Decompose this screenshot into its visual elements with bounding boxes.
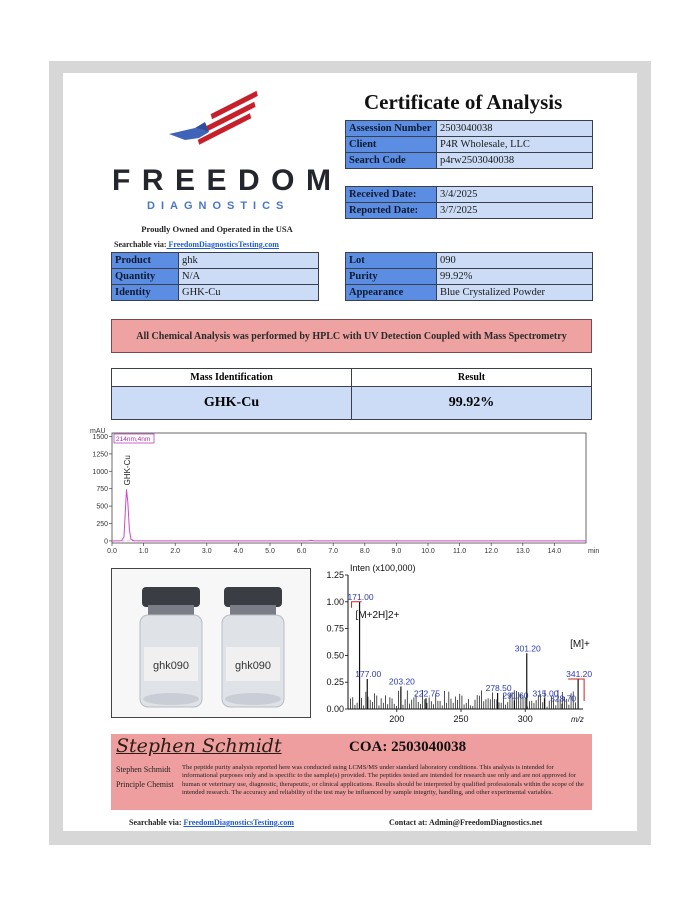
reported-date-value: 3/7/2025 — [437, 203, 593, 219]
vial-photo — [111, 568, 311, 718]
chrom-y-tick-label: 0 — [104, 538, 108, 546]
chrom-x-tick-label: 5.0 — [265, 548, 275, 555]
footer-searchable-label: Searchable via: — [129, 818, 182, 827]
table-row — [346, 153, 593, 169]
table-row — [346, 203, 593, 219]
mass-value: GHK-Cu — [112, 387, 352, 419]
ms-ylabel: Inten (x100,000) — [350, 563, 416, 573]
ms-peak-label: 177.00 — [355, 668, 382, 679]
brand-wordmark: FREEDOM — [112, 164, 343, 197]
searchable-line — [114, 240, 279, 249]
client-value: P4R Wholesale, LLC — [437, 137, 593, 153]
ms-peak-label: 328.70 — [550, 693, 577, 704]
ms-x-tick-label: 200 — [389, 714, 405, 724]
result-value: 99.92% — [448, 395, 495, 410]
ms-x-tick-label: 300 — [517, 714, 533, 724]
flag-eagle-logo — [165, 92, 260, 154]
chrom-x-tick-label: 11.0 — [453, 548, 467, 555]
table-row — [112, 387, 591, 419]
chemist-title: Principle Chemist — [116, 780, 174, 789]
hplc-chromatogram — [86, 425, 600, 560]
accession-key: Assession Number — [346, 121, 437, 137]
product-table — [111, 252, 319, 301]
appearance-key: Appearance — [346, 285, 437, 301]
table-row — [346, 285, 593, 301]
chrom-x-tick-label: 4.0 — [233, 548, 244, 555]
ms-y-tick-label: 0.00 — [326, 704, 344, 714]
chrom-plot-frame — [112, 433, 586, 543]
mass-identification-table — [111, 368, 592, 420]
search-code-value: p4rw2503040038 — [437, 153, 593, 169]
chrom-x-tick-label: 1.0 — [138, 548, 149, 555]
signature: Stephen Schmidt — [116, 735, 282, 757]
searchable-link[interactable]: FreedomDiagnosticsTesting.com — [166, 240, 279, 249]
mass-header: Mass Identification — [112, 369, 352, 386]
received-date-key: Received Date: — [346, 187, 437, 203]
chrom-peak-label: GHK-Cu — [122, 455, 132, 486]
chrom-x-tick-label: 0.0 — [107, 548, 117, 555]
ms-x-tick-label: 250 — [453, 714, 469, 724]
mass-spectrum — [318, 563, 593, 723]
table-row — [346, 187, 593, 203]
identity-key: Identity — [112, 285, 179, 301]
vial-right — [222, 587, 284, 707]
ms-peak-label: 291.60 — [502, 690, 529, 701]
chrom-x-tick-label: 10.0 — [421, 548, 435, 555]
ms-peak-label: 301.20 — [514, 643, 541, 654]
ms-peak-label: 341.20 — [566, 668, 593, 679]
ms-y-tick-label: 1.00 — [326, 596, 344, 607]
vial-photo-image — [112, 569, 310, 717]
identity-value: GHK-Cu — [179, 285, 319, 301]
ms-annotation-m: [M]+ — [570, 638, 590, 650]
table-row — [112, 253, 319, 269]
ms-peak-label: 203.20 — [388, 676, 415, 687]
brand-subtitle: DIAGNOSTICS — [147, 200, 290, 212]
reported-date-key: Reported Date: — [346, 203, 437, 219]
disclaimer-text: The peptide purity analysis reported here was conducted using LCMS/MS under standard laboratory conditions. This analysis is intended for informational purposes only and is specific to the sample(s) provided. The peptides tested are intended for research use only and are not approved for human or veterinary use, diagnostic, therapeutic, or clinical applications. Results should be interpreted by qualified professionals within the scope of the intended research. The accuracy and reliability of the test may be influenced by sample integrity, handling, and other experimental variables. — [182, 764, 584, 796]
vial-left — [140, 587, 202, 707]
lot-table — [345, 252, 593, 301]
table-row — [346, 269, 593, 285]
chrom-legend-label: 214nm,4nm — [116, 436, 151, 443]
ms-y-tick-label: 0.75 — [326, 623, 344, 634]
chrom-y-tick-label: 750 — [96, 486, 108, 494]
method-banner: All Chemical Analysis was performed by HPLC with UV Detection Coupled with Mass Spectrometry — [111, 319, 592, 353]
footer-searchable-link[interactable]: FreedomDiagnosticsTesting.com — [183, 818, 294, 827]
chrom-y-tick-label: 1500 — [92, 433, 108, 441]
ms-peak-label: 278.50 — [485, 682, 512, 693]
chrom-x-tick-label: 2.0 — [170, 548, 181, 555]
product-value: ghk — [179, 253, 319, 269]
product-key: Product — [112, 253, 179, 269]
result-header: Result — [457, 372, 486, 383]
accession-value: 2503040038 — [437, 121, 593, 137]
ms-y-tick-label: 1.25 — [326, 570, 344, 580]
quantity-key: Quantity — [112, 269, 179, 285]
ms-peak-label: 171.00 — [347, 591, 374, 602]
lot-value: 090 — [437, 253, 593, 269]
lot-key: Lot — [346, 253, 437, 269]
ms-xlabel: m/z — [571, 715, 584, 724]
chrom-xlabel: min — [588, 548, 600, 555]
searchable-label: Searchable via: — [114, 240, 167, 249]
chrom-x-tick-label: 12.0 — [484, 548, 499, 555]
chrom-y-tick-label: 1000 — [92, 468, 108, 476]
search-code-key: Search Code — [346, 153, 437, 169]
coa-number: COA: 2503040038 — [349, 739, 467, 755]
table-row — [346, 253, 593, 269]
chrom-x-tick-label: 9.0 — [391, 548, 402, 555]
table-row — [112, 285, 319, 301]
purity-value: 99.92% — [437, 269, 593, 285]
table-header — [112, 369, 591, 387]
chrom-x-tick-label: 7.0 — [328, 548, 339, 555]
table-row — [346, 137, 593, 153]
chrom-x-tick-label: 8.0 — [359, 548, 370, 555]
footer-contact: Contact at: Admin@FreedomDiagnostics.net — [389, 818, 543, 827]
chrom-x-tick-label: 3.0 — [201, 548, 212, 555]
ms-annotation-mh2: [M+2H]2+ — [355, 609, 400, 621]
quantity-value: N/A — [179, 269, 319, 285]
vial-label-1: ghk090 — [152, 660, 190, 672]
accession-table — [345, 120, 593, 169]
chrom-ylabel: mAU — [90, 428, 106, 435]
received-date-value: 3/4/2025 — [437, 187, 593, 203]
table-row — [112, 269, 319, 285]
chrom-y-tick-label: 1250 — [92, 451, 108, 459]
chrom-y-tick-label: 500 — [96, 503, 108, 511]
ms-peak-label: 222.75 — [414, 688, 441, 699]
vial-label-2: ghk090 — [234, 660, 272, 672]
client-key: Client — [346, 137, 437, 153]
footer-searchable — [129, 818, 294, 827]
chrom-x-tick-label: 6.0 — [296, 548, 307, 555]
ms-peak-label: 315.00 — [532, 688, 559, 699]
chemist-name: Stephen Schmidt — [116, 765, 171, 774]
chrom-y-tick-label: 250 — [96, 521, 108, 529]
chrom-x-tick-label: 14.0 — [547, 548, 562, 555]
appearance-value: Blue Crystalized Powder — [437, 285, 593, 301]
dates-table — [345, 186, 593, 219]
chrom-x-tick-label: 13.0 — [515, 548, 530, 555]
owned-statement: Proudly Owned and Operated in the USA — [141, 224, 293, 234]
ms-y-tick-label: 0.25 — [326, 677, 344, 688]
purity-key: Purity — [346, 269, 437, 285]
chrom-trace — [112, 489, 586, 541]
table-row — [346, 121, 593, 137]
page-title: Certificate of Analysis — [364, 90, 563, 114]
ms-y-tick-label: 0.50 — [326, 650, 344, 661]
